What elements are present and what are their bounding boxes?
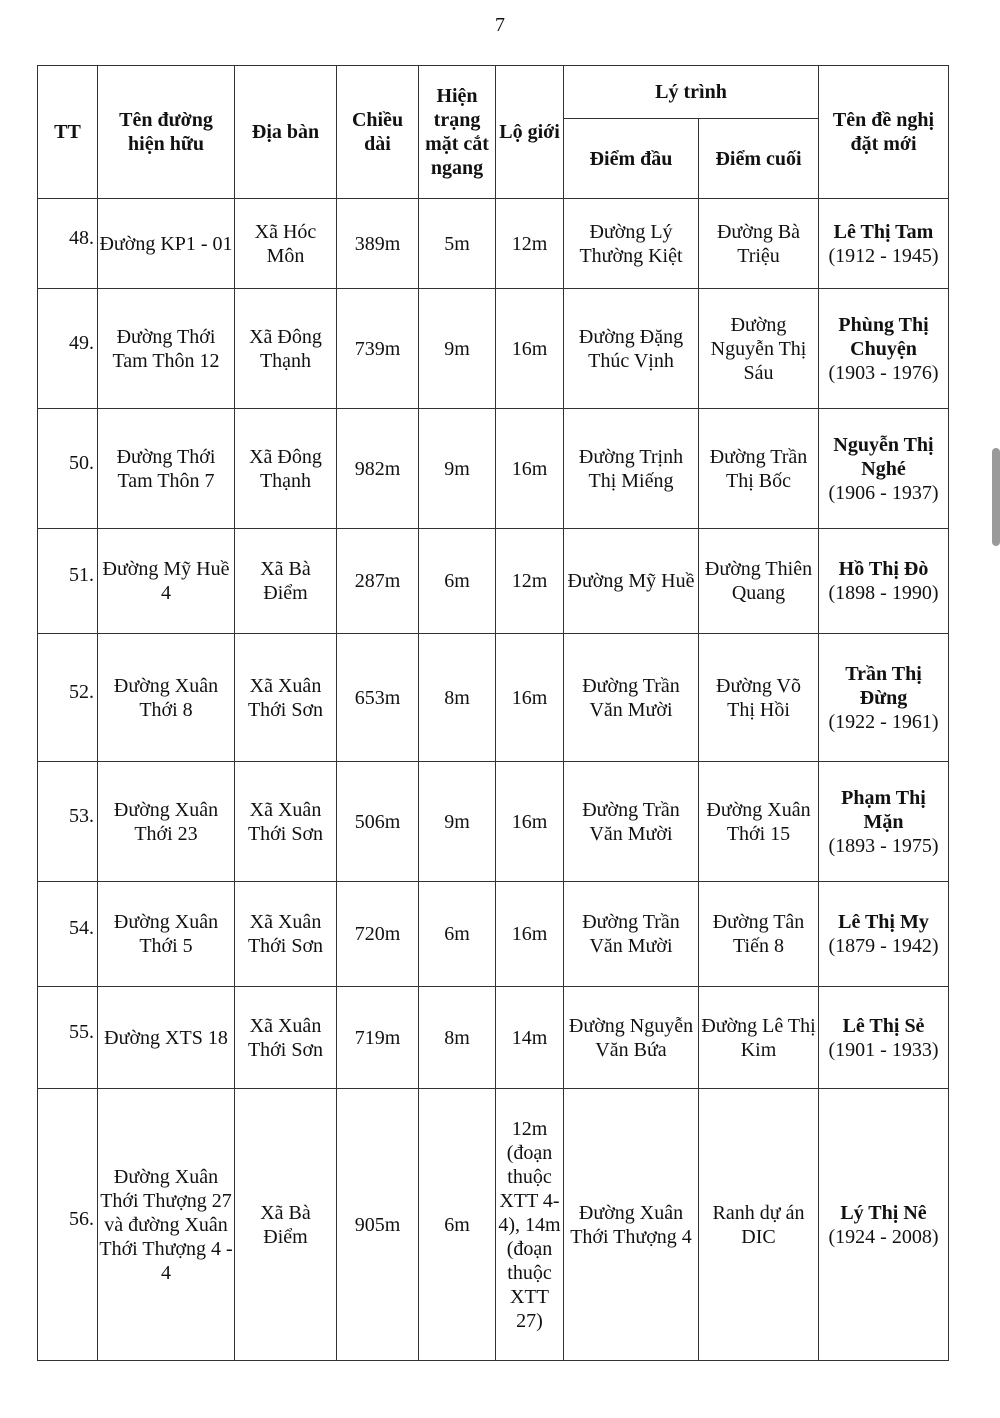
cell-start-point: Đường Trần Văn Mười	[564, 882, 699, 987]
cell-length: 905m	[337, 1089, 419, 1361]
table-header	[38, 66, 949, 199]
row-number: 54.	[69, 917, 94, 939]
cell-road-width: 16m	[496, 762, 564, 882]
table-row	[38, 634, 949, 762]
proposed-name: Lê Thị Tam	[833, 220, 934, 243]
cell-start-point: Đường Xuân Thới Thượng 4	[564, 1089, 699, 1361]
proposed-years: (1901 - 1933)	[828, 1038, 939, 1061]
cell-proposed-name	[819, 1089, 949, 1361]
proposed-years: (1912 - 1945)	[828, 244, 939, 267]
proposed-name: Hồ Thị Đò	[838, 558, 929, 580]
cell-cross-section: 8m	[419, 987, 496, 1089]
cell-end-point: Đường Võ Thị Hồi	[699, 634, 819, 762]
row-number: 51.	[69, 564, 94, 586]
cell-road-width: 16m	[496, 634, 564, 762]
cell-proposed-name	[819, 762, 949, 882]
header-route: Lý trình	[564, 66, 819, 119]
cell-proposed-name	[819, 199, 949, 289]
cell-tt	[38, 634, 98, 762]
header-end-point: Điểm cuối	[699, 119, 819, 199]
cell-end-point: Đường Tân Tiến 8	[699, 882, 819, 987]
cell-tt	[38, 289, 98, 409]
cell-cross-section: 8m	[419, 634, 496, 762]
cell-cross-section: 6m	[419, 529, 496, 634]
cell-existing-name: Đường KP1 - 01	[98, 199, 235, 289]
cell-start-point: Đường Nguyễn Văn Bứa	[564, 987, 699, 1089]
road-naming-table	[37, 65, 949, 1361]
cell-end-point: Ranh dự án DIC	[699, 1089, 819, 1361]
row-number: 55.	[69, 1020, 94, 1043]
cell-length: 653m	[337, 634, 419, 762]
row-number: 50.	[69, 451, 94, 474]
proposed-years: (1903 - 1976)	[828, 361, 939, 384]
cell-road-width: 16m	[496, 289, 564, 409]
cell-existing-name: Đường Xuân Thới 5	[98, 882, 235, 987]
cell-existing-name: Đường Thới Tam Thôn 7	[98, 409, 235, 529]
cell-tt	[38, 1089, 98, 1361]
cell-cross-section: 9m	[419, 289, 496, 409]
cell-start-point: Đường Trần Văn Mười	[564, 762, 699, 882]
proposed-years: (1922 - 1961)	[828, 710, 939, 733]
cell-tt	[38, 987, 98, 1089]
cell-area: Xã Bà Điểm	[235, 529, 337, 634]
cell-existing-name: Đường Xuân Thới 8	[98, 634, 235, 762]
table-row	[38, 289, 949, 409]
cell-existing-name: Đường Thới Tam Thôn 12	[98, 289, 235, 409]
header-start-point: Điểm đầu	[564, 119, 699, 199]
table-row	[38, 409, 949, 529]
cell-cross-section: 6m	[419, 1089, 496, 1361]
proposed-name: Lê Thị Sẻ	[842, 1014, 925, 1037]
proposed-years: (1924 - 2008)	[828, 1225, 939, 1248]
cell-area: Xã Xuân Thới Sơn	[235, 987, 337, 1089]
header-cross-section: Hiện trạng mặt cắt ngang	[419, 66, 496, 199]
cell-tt	[38, 529, 98, 634]
cell-tt	[38, 762, 98, 882]
table-row	[38, 529, 949, 634]
proposed-years: (1893 - 1975)	[828, 834, 939, 857]
cell-cross-section: 9m	[419, 409, 496, 529]
cell-existing-name: Đường Mỹ Huề 4	[98, 529, 235, 634]
cell-length: 287m	[337, 529, 419, 634]
proposed-name: Lý Thị Nê	[840, 1201, 927, 1224]
row-number: 52.	[69, 680, 94, 703]
cell-area: Xã Đông Thạnh	[235, 289, 337, 409]
proposed-years: (1906 - 1937)	[828, 481, 939, 504]
cell-start-point: Đường Mỹ Huề	[564, 529, 699, 634]
cell-start-point: Đường Đặng Thúc Vịnh	[564, 289, 699, 409]
table-row	[38, 987, 949, 1089]
cell-length: 719m	[337, 987, 419, 1089]
cell-end-point: Đường Lê Thị Kim	[699, 987, 819, 1089]
cell-length: 389m	[337, 199, 419, 289]
scrollbar-thumb[interactable]	[992, 448, 1000, 546]
cell-existing-name: Đường XTS 18	[98, 987, 235, 1089]
cell-existing-name: Đường Xuân Thới 23	[98, 762, 235, 882]
page-number: 7	[495, 14, 505, 36]
cell-start-point: Đường Trần Văn Mười	[564, 634, 699, 762]
table-row	[38, 1089, 949, 1361]
cell-road-width: 12m	[496, 199, 564, 289]
cell-road-width: 16m	[496, 409, 564, 529]
cell-area: Xã Xuân Thới Sơn	[235, 762, 337, 882]
cell-length: 739m	[337, 289, 419, 409]
header-length: Chiều dài	[337, 66, 419, 199]
cell-tt	[38, 199, 98, 289]
cell-end-point: Đường Thiên Quang	[699, 529, 819, 634]
cell-road-width: 16m	[496, 882, 564, 987]
cell-proposed-name	[819, 409, 949, 529]
cell-area: Xã Bà Điểm	[235, 1089, 337, 1361]
cell-start-point: Đường Trịnh Thị Miếng	[564, 409, 699, 529]
header-existing-name: Tên đường hiện hữu	[98, 66, 235, 199]
header-proposed-name: Tên đề nghị đặt mới	[819, 66, 949, 199]
table-row	[38, 762, 949, 882]
cell-length: 982m	[337, 409, 419, 529]
cell-proposed-name	[819, 289, 949, 409]
cell-end-point: Đường Xuân Thới 15	[699, 762, 819, 882]
cell-tt	[38, 882, 98, 987]
proposed-years: (1898 - 1990)	[828, 582, 939, 604]
cell-road-width: 14m	[496, 987, 564, 1089]
cell-end-point: Đường Bà Triệu	[699, 199, 819, 289]
cell-start-point: Đường Lý Thường Kiệt	[564, 199, 699, 289]
cell-proposed-name	[819, 529, 949, 634]
proposed-name: Phạm Thị Mặn	[841, 786, 926, 833]
header-tt: TT	[38, 66, 98, 199]
cell-length: 506m	[337, 762, 419, 882]
table-row	[38, 199, 949, 289]
cell-length: 720m	[337, 882, 419, 987]
cell-proposed-name	[819, 634, 949, 762]
header-area: Địa bàn	[235, 66, 337, 199]
cell-area: Xã Xuân Thới Sơn	[235, 882, 337, 987]
row-number: 49.	[69, 331, 94, 354]
cell-area: Xã Đông Thạnh	[235, 409, 337, 529]
row-number: 53.	[69, 804, 94, 827]
cell-area: Xã Hóc Môn	[235, 199, 337, 289]
cell-road-width: 12m	[496, 529, 564, 634]
proposed-name: Trần Thị Đừng	[845, 662, 922, 709]
proposed-name: Phùng Thị Chuyện	[838, 313, 929, 360]
header-road-width: Lộ giới	[496, 66, 564, 199]
proposed-years: (1879 - 1942)	[828, 935, 939, 957]
cell-existing-name: Đường Xuân Thới Thượng 27 và đường Xuân Thới Thượng 4 - 4	[98, 1089, 235, 1361]
row-number: 48.	[69, 226, 94, 249]
cell-end-point: Đường Nguyễn Thị Sáu	[699, 289, 819, 409]
cell-proposed-name	[819, 882, 949, 987]
cell-tt	[38, 409, 98, 529]
cell-proposed-name	[819, 987, 949, 1089]
table-row	[38, 882, 949, 987]
cell-cross-section: 5m	[419, 199, 496, 289]
table-body	[38, 199, 949, 1361]
cell-road-width: 12m (đoạn thuộc XTT 4-4), 14m (đoạn thuộc XTT 27)	[496, 1089, 564, 1361]
cell-end-point: Đường Trần Thị Bốc	[699, 409, 819, 529]
cell-area: Xã Xuân Thới Sơn	[235, 634, 337, 762]
proposed-name: Lê Thị My	[838, 911, 929, 933]
row-number: 56.	[69, 1207, 94, 1230]
proposed-name: Nguyễn Thị Nghé	[833, 433, 934, 480]
cell-cross-section: 9m	[419, 762, 496, 882]
cell-cross-section: 6m	[419, 882, 496, 987]
